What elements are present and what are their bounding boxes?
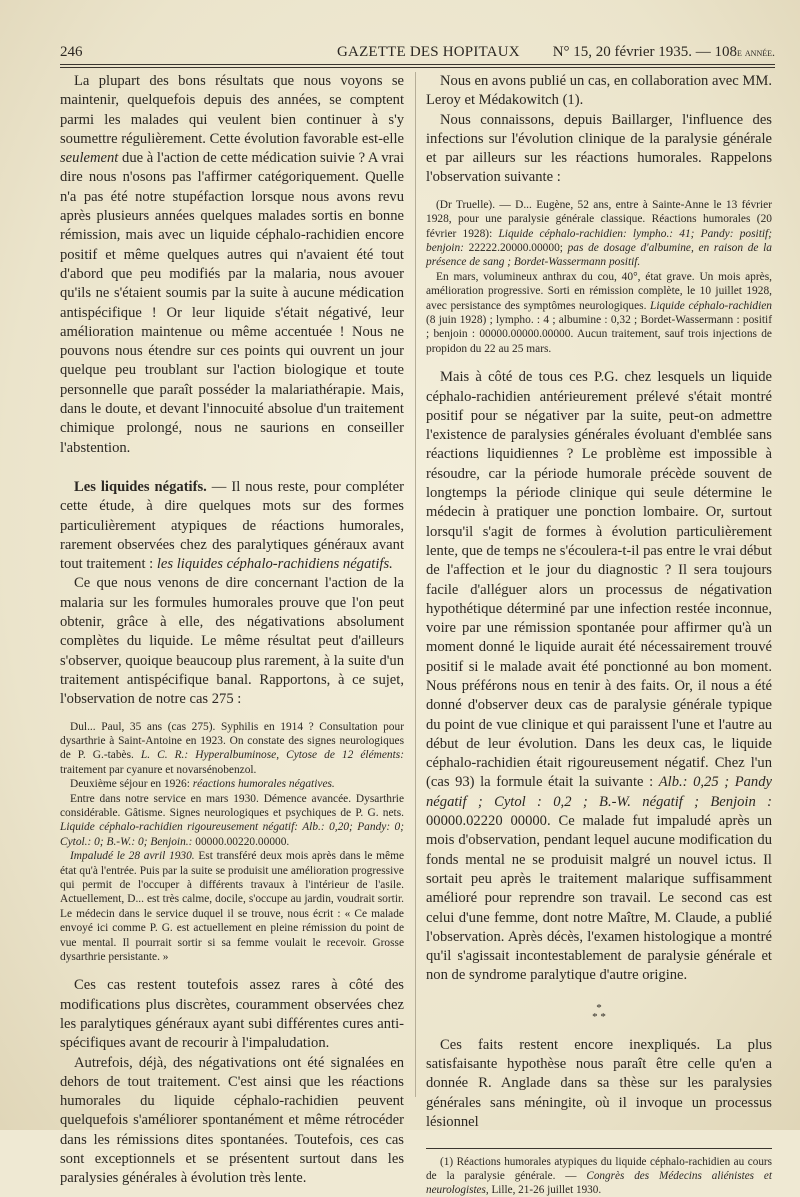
issue-year-suffix: e année. [737,45,775,59]
right-paragraph-3: Mais à côté de tous ces P.G. chez lesquels un liquide céphalo-rachidien antérieurement prélevé s'était montré positif pour se négativer par la suite, peut-on admettre l'existence de paralysies générales évoluant d'emblée sans réactions liquidiennes ? Le problème est impossible à résoudre, car la période humorale précède souvent de longtemps la période clinique qui seule détermine le médecin à pratiquer une ponction lombaire. Or, surtout lorsqu'il s'agit de formes à évolution particulièrement lente, que de temps ne s'écoulera-t-il pas entre le vrai début de l'affection et le jour du diagnostic ? Il sera toujours facile d'alléguer alors un processus de négativation hypothétique déterminé par une infection restée inconnue, voire par une rémission spontanée pour affirmer qu'à un moment donné le liquide aurait été nécessairement trouvé positif si le malade avait été ponctionné au bon moment. Nous préférons nous en tenir à des faits. Or, il nous a été donné d'observer deux cas de paralysie générale typique du point de vue clinique et qui paraissent l'une et l'autre au début de leur évolution. Dans les deux cas, le liquide céphalo-rachidien était rigoureusement négatif. Chez l'un (cas 93) la formule était la suivante : Alb.: 0,25 ; Pandy négatif ; Cytol : 0,2 ; B.-W. négatif ; Benjoin : 00000.02220 00000. Ce malade fut impaludé après un mois d'observation, pendant lequel aucune modification du fonds mental ne se produisit malgré un nouvel ictus. Il sortait peu après le traitement malarique suffisamment amélioré pour reprendre son travail. Le second cas est celui d'une femme, dont notre Maître, M. Claude, a publié l'observation. Après décès, l'examen histologique a montré qu'il s'agissait incontestablement de paralysie générale et non de syndrome paralytique d'autre origine. [426,369,772,984]
left-paragraph-2: Les liquides négatifs. — Il nous reste, pour compléter cette étude, à dire quelques mots sur des formes particulièrement atypiques de réactions humorales, rarement observées chez des paralytiques généraux avant tout traitement : les liquides céphalo-rachidiens négatifs. [60,478,404,573]
observation-275-c: Entre dans notre service en mars 1930. Démence avancée. Dysarthrie considérable. Gâtisme. Signes neurologiques et psychiques de P. G. nets. Liquide céphalo-rachidien rigoureusement négatif: Alb.: 0,20; Pandy: 0; Cytol.: 0; B.-W.: 0; Benjoin.: 00000.00220.00000. [60,792,404,848]
section-gap [60,458,404,478]
right-paragraph-4: Ces faits restent encore inexpliqués. La plus satisfaisante hypothèse nous paraît être celle qu'en a donnée R. Anglade dans sa thèse sur les paralysies générales sans méningite, où il invoque un processus lésionnel [426,1036,772,1130]
header-rule-bottom [60,67,775,68]
issue-date: N° 15, 20 février 1935. — 108 [552,44,737,60]
observation-truelle-b: En mars, volumineux anthrax du cou, 40°, état grave. Un mois après, amélioration progressive. Sorti en rémission complète, le 10 juillet 1928, avec persistance des symptômes neurologiques. Liquide céphalo-rachidien (8 juin 1928) ; lympho. : 4 ; albumine : 0,32 ; Bordet-Wassermann : positif ; benjoin : 00000.00000.00000. Aucun traitement, sauf trois injections de propidon du 22 au 25 mars. [426,270,772,355]
section-stars [426,1001,772,1023]
observation-275-a: Dul... Paul, 35 ans (cas 275). Syphilis en 1914 ? Consultation pour dysarthrie à Saint-Antoine en 1923. On constate des signes neurologiques de P. G.-tabès. L. C. R.: Hyperalbuminose, Cytose de 12 éléments: traitement par cyanure et novarsénobenzol. [60,720,404,776]
issue-info [553,44,775,61]
page-header [60,40,775,64]
header-rule-top [60,64,775,65]
right-paragraph-2: Nous connaissons, depuis Baillarger, l'influence des infections sur l'évolution clinique de la paralysie générale et par ailleurs sur les réactions humorales. Rappelons l'observation suivante : [426,111,772,186]
section-title: Les liquides négatifs. [74,478,207,495]
left-paragraph-3: Ce que nous venons de dire concernant l'action de la malaria sur les formules humorales prouve que l'on peut obtenir, grâce à elle, des négativations absolument complètes du liquide. Le même résultat peut d'ailleurs s'observer, quoique beaucoup plus rarement, à la suite d'un traitement antispécifique banal. Rapportons, à ce sujet, l'observation de notre cas 275 : [60,575,404,708]
left-paragraph-5: Autrefois, déjà, des négativations ont été signalées en dehors de tout traitement. C'est ainsi que les réactions humorales du liquide céphalo-rachidien peuvent quelquefois s'améliorer spontanément et même rétrocéder dans les rémissions dites spontanées. Toutefois, ces cas sont exceptionnels et se présentent surtout dans les paralysies générales à évolution très lente. [60,1054,404,1187]
observation-truelle-a: (Dr Truelle). — D... Eugène, 52 ans, entre à Sainte-Anne le 13 février 1928, pour une paralysie générale classique. Réactions humorales (20 février 1928): Liquide céphalo-rachidien: lympho.: 41; Pandy: positif; benjoin: 22222.20000.00000; pas de dosage d'albumine, en raison de la présence de sang ; Bordet-Wassermann positif. [426,198,772,269]
right-column [426,72,772,1197]
footnote-1: (1) Réactions humorales atypiques du liquide céphalo-rachidien au cours de la paralysie générale. — Congrès des Médecins aliénistes et neurologistes, Lille, 21-26 juillet 1930. [426,1156,772,1197]
star-top: * [596,1001,602,1014]
journal-title: GAZETTE DES HOPITAUX [337,44,520,60]
observation-275-b: Deuxième séjour en 1926: réactions humorales négatives. [70,778,335,791]
stars-bottom: * * [592,1010,606,1023]
column-divider [415,72,416,1097]
left-paragraph-4: Ces cas restent toutefois assez rares à côté des modifications plus discrètes, couramment observées chez les paralytiques généraux ayant subi différentes cures anti-spécifiques avant de recourir à l'impaludation. [60,977,404,1052]
footnote-rule [426,1148,772,1149]
page-number: 246 [60,44,83,60]
observation-275-d: Impaludé le 28 avril 1930. Est transféré deux mois après dans le même état qu'à l'entrée. Puis par la suite se produisit une amélioration progressive qui permit de l'occuper à différents travaux à l'intérieur de l'asile. Actuellement, D... est très calme, docile, s'occupe au jardin, voudrait sortir. Le médecin dans le service duquel il se trouve, nous écrit : « Ce malade envoyé ici comme P. G. est actuellement en pleine rémission du point de vue mental. Il pourrait sortir si sa femme voulait le recevoir. Grosse dysarthrie persistante. » [60,850,405,963]
left-column [60,72,404,1189]
left-paragraph-1: La plupart des bons résultats que nous voyons se maintenir, quelquefois depuis des années, se comptent parmi les malades qui veulent bien continuer à s'y soumettre régulièrement. Cette évolution favorable est-elle seulement due à l'action de cette médication suivie ? A vrai dire nous n'osons pas l'affirmer catégoriquement. Quelle n'a pas été notre stupéfaction lorsque nous avons revu après plusieurs années quelques malades sortis en bonne rémission, mais avec un liquide céphalo-rachidien encore positif et même quelques autres qui n'avaient été tout d'abord que peu modifiés par la malaria, nous avouer qu'ils ne s'étaient soumis par la suite à aucune médication antispécifique ! Or leur liquide s'était négativé, leur amélioration maintenue ou même accentuée ! Nous ne pouvons nous étendre sur ces points qui ouvrent un jour quelque peu troublant sur l'action biologique et toute personnelle que paraît posséder la malariathérapie. Mais, dans le doute, et devant l'innocuité absolue d'un traitement chimique prolongé, nous ne saurions en conseiller l'abstention. [60,73,404,456]
right-paragraph-1: Nous en avons publié un cas, en collaboration avec MM. Leroy et Médakowitch (1). [426,73,772,109]
